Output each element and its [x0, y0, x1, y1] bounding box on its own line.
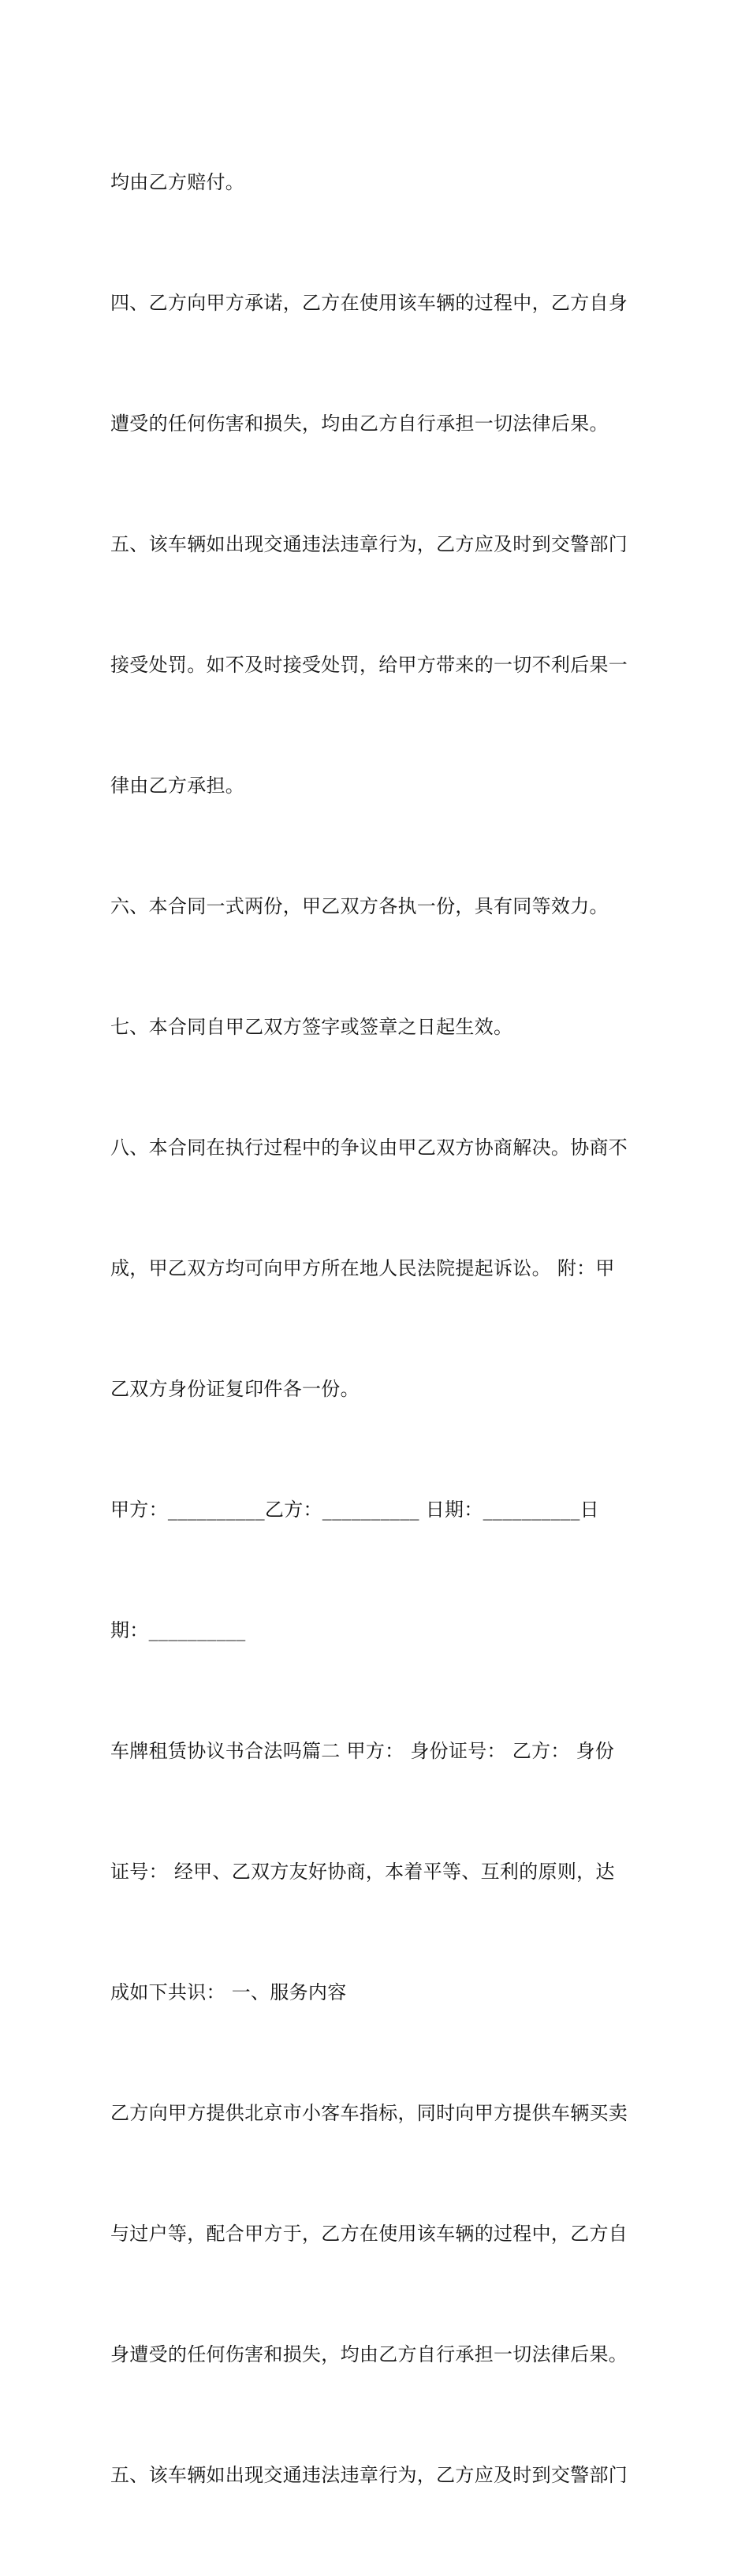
text-line: 七、本合同自甲乙双方签字或签章之日起生效。 [110, 1016, 513, 1038]
text-line: 四、乙方向甲方承诺，乙方在使用该车辆的过程中，乙方自身 [110, 292, 628, 314]
signature-line: 甲方：__________乙方：__________ 日期：__________日 [110, 1499, 599, 1521]
text-line: 成如下共识： 一、服务内容 [110, 1981, 347, 2003]
text-line: 五、该车辆如出现交通违法违章行为，乙方应及时到交警部门 [110, 2464, 628, 2486]
text-line: 接受处罚。如不及时接受处罚，给甲方带来的一切不利后果一 [110, 654, 628, 676]
text-line: 六、本合同一式两份，甲乙双方各执一份，具有同等效力。 [110, 895, 609, 917]
text-line: 五、该车辆如出现交通违法违章行为，乙方应及时到交警部门 [110, 533, 628, 555]
text-line: 证号： 经甲、乙双方友好协商，本着平等、互利的原则，达 [110, 1861, 615, 1883]
text-line: 乙双方身份证复印件各一份。 [110, 1378, 360, 1400]
text-line: 八、本合同在执行过程中的争议由甲乙双方协商解决。协商不 [110, 1137, 628, 1159]
text-line: 与过户等，配合甲方于，乙方在使用该车辆的过程中，乙方自 [110, 2223, 628, 2245]
text-line: 成，甲乙双方均可向甲方所在地人民法院提起诉讼。 附：甲 [110, 1257, 615, 1279]
text-line: 乙方向甲方提供北京市小客车指标，同时向甲方提供车辆买卖 [110, 2102, 628, 2124]
text-line: 律由乙方承担。 [110, 775, 245, 797]
signature-line: 期：__________ [110, 1619, 246, 1641]
text-line: 遭受的任何伤害和损失，均由乙方自行承担一切法律后果。 [110, 413, 609, 435]
text-line: 均由乙方赔付。 [110, 171, 245, 193]
document-body [110, 82, 647, 2576]
text-line: 车牌租赁协议书合法吗篇二 甲方： 身份证号： 乙方： 身份 [110, 1740, 615, 1762]
text-line: 身遭受的任何伤害和损失，均由乙方自行承担一切法律后果。 [110, 2343, 628, 2365]
